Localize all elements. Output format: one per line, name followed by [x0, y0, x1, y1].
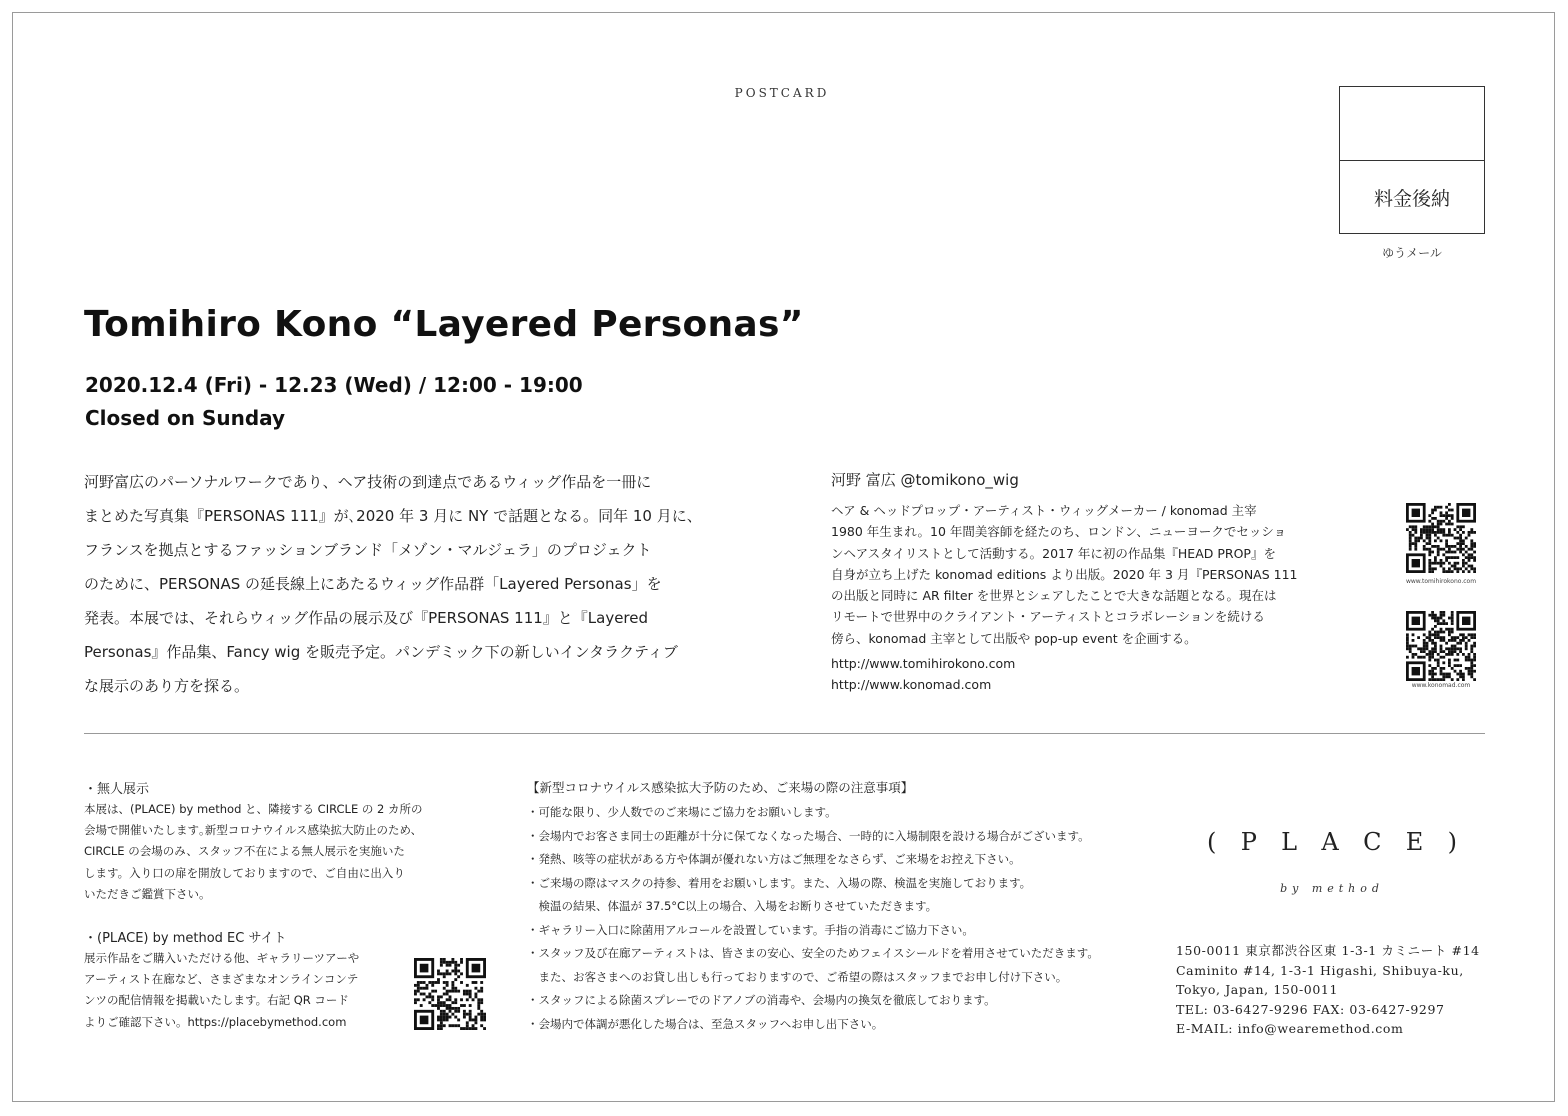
description-line: Personas』作品集、Fancy wig を販売予定。パンデミック下の新しいインタラクティブ: [84, 643, 678, 661]
exhibition-title: Tomihiro Kono “Layered Personas”: [84, 304, 804, 345]
unmanned-line: 本展は、(PLACE) by method と、隣接する CIRCLE の 2 カ所の: [84, 802, 423, 816]
covid-notes-list: [527, 801, 1099, 1036]
logo-letter: (: [1207, 828, 1217, 856]
bio-line: ンヘアスタイリストとして活動する。2017 年に初の作品集『HEAD PROP』を: [831, 545, 1276, 561]
postage-stamp-box: [1339, 86, 1485, 234]
note-item: ・会場内で体調が悪化した場合は、至急スタッフへお申し出下さい。: [527, 1016, 884, 1031]
ec-line: 展示作品をご購入いただける他、ギャラリーツアーや: [84, 951, 360, 965]
qr-code-tomihirokono[interactable]: [1406, 503, 1476, 573]
logo-letter: P: [1240, 828, 1257, 856]
description-line: のために、PERSONAS の延長線上にあたるウィッグ作品群「Layered Personas」を: [84, 575, 662, 593]
postage-paid-text: 料金後納: [1373, 188, 1450, 210]
unmanned-line: します。入り口の扉を開放しておりますので、ご自由に出入り: [84, 865, 405, 880]
artist-bio: [831, 500, 1351, 649]
note-item: ・スタッフ及び在廊アーティストは、皆さまの安心、安全のためフェイスシールドを着用させていただきます。: [527, 946, 1099, 960]
exhibition-dates: 2020.12.4 (Fri) - 12.23 (Wed) / 12:00 - 19:00: [85, 373, 583, 397]
address-line: Caminito #14, 1-3-1 Higashi, Shibuya-ku,: [1176, 962, 1464, 978]
note-item: ・スタッフによる除菌スプレーでのドアノブの消毒や、会場内の換気を徹底しております。: [527, 993, 996, 1007]
unmanned-exhibit-text: [84, 799, 423, 905]
ec-site-text: [84, 948, 359, 1033]
unmanned-line: 会場で開催いたします｡新型コロナウイルス感染拡大防止のため、: [84, 823, 423, 838]
note-item: ・ご来場の際はマスクの持参、着用をお願いします。また、入場の際、検温を実施しております。: [527, 875, 1032, 890]
bio-line: 自身が立ち上げた konomad editions より出版。2020 年 3 月『PERSONAS 111: [831, 566, 1298, 582]
stamp-divider: [1340, 160, 1484, 161]
qr-caption-konomad: www.konomad.com: [1411, 682, 1471, 689]
artist-links: [831, 653, 1015, 695]
description-line: フランスを拠点とするファッションブランド「メゾン・マルジェラ」のプロジェクト: [84, 541, 652, 559]
description-line: 河野富広のパーソナルワークであり、ヘア技術の到達点であるウィッグ作品を一冊に: [84, 473, 652, 491]
unmanned-exhibit-heading: ・無人展示: [84, 782, 150, 797]
bio-line: 傍ら、konomad 主宰として出版や pop-up event を企画する。: [831, 630, 1197, 646]
bio-line: ヘア & ヘッドプロップ・アーティスト・ウィッグメーカー / konomad 主宰: [831, 503, 1257, 518]
ec-line: アーティスト在廊など、さまざまなオンラインコンテ: [84, 972, 359, 987]
qr-caption-tomihirokono: www.tomihirokono.com: [1405, 578, 1477, 585]
exhibition-description: [84, 465, 744, 703]
address-line: Tokyo, Japan, 150-0011: [1176, 982, 1339, 998]
logo-letter: E: [1405, 828, 1424, 856]
konomad-link[interactable]: http://www.konomad.com: [831, 677, 992, 692]
address-line: E-MAIL: info@wearemethod.com: [1176, 1021, 1404, 1037]
description-line: 発表。本展では、それらウィッグ作品の展示及び『PERSONAS 111』と『Layered: [84, 609, 649, 627]
note-item: 検温の結果、体温が 37.5°C以上の場合、入場をお断りさせていただきます。: [527, 899, 938, 913]
qr-code-ec-site[interactable]: [414, 958, 486, 1030]
closed-day: Closed on Sunday: [85, 406, 286, 430]
note-item: ・ギャラリー入口に除菌用アルコールを設置しています。手指の消毒にご協力下さい。: [527, 922, 974, 937]
postcard-label: POSTCARD: [734, 86, 830, 100]
note-item: ・会場内でお客さま同士の距離が十分に保てなくなった場合、一時的に入場制限を設ける場合がございます。: [527, 828, 1090, 843]
note-item: ・可能な限り、少人数でのご来場にご協力をお願いします。: [527, 805, 837, 819]
unmanned-line: CIRCLE の会場のみ、スタッフ不在による無人展示を実施いた: [84, 844, 405, 859]
covid-notes-heading: 【新型コロナウイルス感染拡大予防のため、ご来場の際の注意事項】: [527, 780, 914, 795]
unmanned-line: いただきご鑑賞下さい。: [84, 886, 211, 901]
qr-code-konomad[interactable]: [1406, 611, 1476, 681]
ec-line: ンツの配信情報を掲載いたします。右記 QR コード: [84, 993, 349, 1008]
bio-line: 1980 年生まれ。10 年間美容師を経たのち、ロンドン、ニューヨークでセッショ: [831, 524, 1287, 540]
address-line: TEL: 03-6427-9296 FAX: 03-6427-9297: [1176, 1001, 1445, 1017]
bio-line: リモートで世界中のクライアント・アーティストとコラボレーションを続ける: [831, 609, 1265, 625]
logo-letter: L: [1281, 828, 1298, 856]
place-logo: [1207, 828, 1457, 856]
description-line: まとめた写真集『PERSONAS 111』が､2020 年 3 月に NY で話題となる。同年 10 月に、: [84, 507, 702, 525]
description-line: な展示のあり方を探る。: [84, 677, 250, 695]
tomihirokono-link[interactable]: http://www.tomihirokono.com: [831, 656, 1016, 671]
address-line: 150-0011 東京都渋谷区東 1-3-1 カミニート #14: [1176, 943, 1480, 958]
artist-name: 河野 富広 @tomikono_wig: [831, 471, 1019, 489]
note-item: また、お客さまへのお貸し出しも行っておりますので、ご希望の際はスタッフまでお申し付け下さい。: [527, 969, 1068, 984]
venue-address: [1176, 941, 1480, 1039]
ec-site-heading: ・(PLACE) by method EC サイト: [84, 931, 287, 946]
ec-line: よりご確認下さい。https://placebymethod.com: [84, 1014, 347, 1029]
logo-letter: ): [1447, 828, 1457, 856]
note-item: ・発熱、咳等の症状がある方や体調が優れない方はご無理をなさらず、ご来場をお控え下さい。: [527, 852, 1021, 866]
section-divider: [84, 733, 1485, 734]
logo-by-method: by method: [1280, 882, 1384, 895]
logo-letter: A: [1321, 828, 1339, 856]
bio-line: の出版と同時に AR filter を世界とシェアしたことで大きな話題となる。現在は: [831, 588, 1277, 604]
logo-letter: C: [1363, 828, 1382, 856]
yu-mail-label: ゆうメール: [1382, 246, 1442, 260]
